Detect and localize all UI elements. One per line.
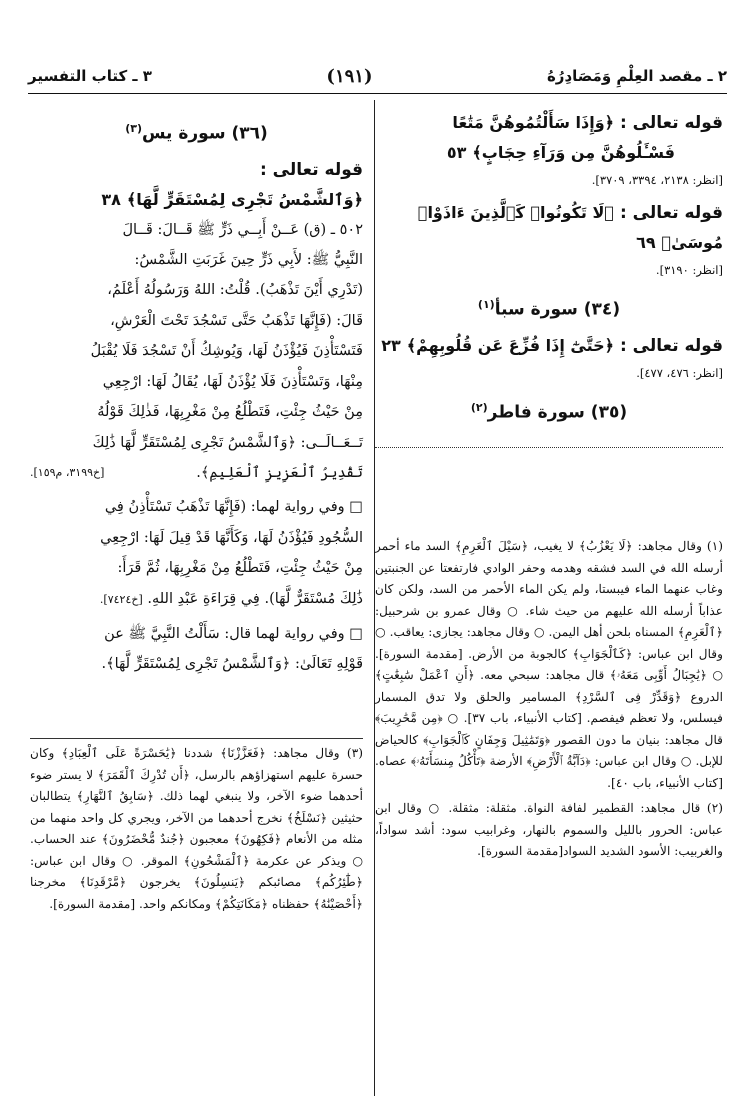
cross-reference: [انظر: ٣١٩٠]. [655, 263, 723, 277]
verse-text: ﴿وَإِذَا سَأَلْتُمُوهُنَّ مَتَٰعًا [452, 113, 615, 132]
sura-heading-saba [375, 288, 723, 327]
header-right-title: ٢ ـ مقصد العِلْمِ وَمَصَادِرُهُ [546, 67, 727, 85]
footnote-1: (١) وقال مجاهد: ﴿لَا يَعْزُبُ﴾ لا يغيب، ﴿سَيْلَ ٱلْعَرِمِ﴾ السد ماء أحمر أرسله الله في السد فشقه وهدمه وحفر الوادي فارتفعتا عن الجنبتين وغاب عنهما الماء فيبستا، ولم يكن الماء الأحمر من السد، ولكن كان عذاباً أرسله الله عليهم من حيث شاء. ○ وقال عمرو بن شرحبيل: ﴿ٱلْعَرِمِ﴾ المسناه بلحن أهل اليمن. ○ وقال مجاهد: يجازى: يعاقب. ○ وقال ابن عباس: ﴿كَٱلْجَوَابِ﴾ كالجوبة من الأرض. [مقدمة السورة]. ○ ﴿يَٰجِبَالُ أَوِّبِى مَعَهُۥ﴾ قال مجاهد: سبحي معه. ﴿أَنِ ٱعْمَلْ سَٰبِغَٰتٍ﴾ الدروع ﴿وَقَدِّرْ فِى ٱلسَّرْدِ﴾ المسامير والحلق ولا تدق المسمار فيسلس، ولا تعظم فيفصم. [كتاب الأنبياء، باب ٣٧]. ○ ﴿مِن مَّحَٰرِيبَ﴾ قال مجاهد: بنيان ما دون القصور ﴿وَتَمَٰثِيلَ وَجِفَانٍ كَٱلْجَوَابِ﴾ كالحياض للإبل. ○ وقال ابن عباس: ﴿دَآبَّةُ ٱلْأَرْضِ﴾ الأرضة ﴿تَأْكُلُ مِنسَأَتَهُۥ﴾ عصاه. [كتاب الأنبياء، باب ٤٠]. [375, 539, 724, 790]
hadith-line: مِنْهَا، وَتَسْتَأْذِنَ فَلَا يُؤْذَنُ لَهَا، يُقَالُ لَهَا: ارْجِعِي [102, 373, 363, 390]
page-number: (١٩١) [326, 65, 373, 87]
verse-text-cont: فَسْـَٔلُوهُنَّ مِن وَرَآءِ حِجَابٍ﴾ [472, 143, 675, 162]
footnote-marker: (٢) [470, 400, 488, 414]
variant-line: □ وفي رواية لهما قال: سَأَلْتُ النَّبِيَّ ﷺ عن [104, 625, 363, 642]
hadith-line: تَــعَــالَــى: ﴿وَٱلشَّمْسُ تَجْرِى لِمُسْتَقَرٍّ لَّهَا ذَٰلِكَ [92, 434, 363, 451]
footnote-marker: (١) [477, 298, 495, 311]
footnote-3: (٣) وقال مجاهد: ﴿فَعَزَّزْنَا﴾ شددنا ﴿يَٰحَسْرَةً عَلَى ٱلْعِبَادِ﴾ وكان حسرة عليهم استهزاؤهم بالرسل، ﴿أَن تُدْرِكَ ٱلْقَمَرَ﴾ لا يستر ضوء أحدهما ضوء الآخر، ولا ينبغي لهما ذلك. ﴿سَابِقُ ٱلنَّهَارِ﴾ يتطالبان حثيثين ﴿نَسْلَخُ﴾ نخرج أحدهما من الآخر، ويجري كل واحد منهما من مثله من الأنعام ﴿فَكِهُونَ﴾ معجبون ﴿جُندٌ مُّحْضَرُونَ﴾ عند الحساب. ○ ويذكر عن عكرمة ﴿ٱلْمَشْحُونِ﴾ الموقر. ○ وقال ابن عباس: ﴿طَٰٓئِرُكُم﴾ مصائبكم ﴿يَنسِلُونَ﴾ يخرجون ﴿مَّرْقَدِنَا﴾ مخرجنا ﴿أَحْصَيْنَٰهُ﴾ حفظناه ﴿مَكَانَتِكُمْ﴾ ومكانكم واحد. [مقدمة السورة]. [30, 746, 363, 911]
header-left-title: ٣ ـ كتاب التفسير [28, 67, 152, 85]
hadith-line: فَتَسْتَأْذِنَ فَيُؤْذَنُ لَهَا، وَيُوشِكُ أَنْ تَسْجُدَ فَلَا يُقْبَلُ [90, 343, 363, 360]
verse-label: قوله تعالى : [619, 113, 723, 133]
verse-number: ٢٣ [381, 335, 401, 355]
variant-line [30, 584, 363, 615]
verse-38 [30, 185, 363, 215]
cross-reference: [انظر: ٤٧٦، ٤٧٧]. [636, 365, 723, 380]
sura-title: (٣٥) سورة فاطر [487, 402, 628, 423]
variant-line: قَوْلِهِ تَعَالَىٰ: ﴿وَٱلشَّمْسُ تَجْرِى لِمُسْتَقَرٍّ لَّهَا﴾. [101, 656, 363, 673]
hadith-line: (تَدْرِي أَيْنَ تَذْهَبُ). قُلْتُ: اللهُ وَرَسُولُهُ أَعْلَمُ، [107, 282, 363, 299]
header-rule [28, 93, 727, 94]
hadith-line: مِنْ حَيْثُ جِئْتِ، فَتَطْلُعُ مِنْ مَغْرِبِهَا، فَذٰلِكَ قَوْلُهُ [97, 404, 363, 421]
cross-reference: [انظر: ٢١٣٨، ٣٣٩٤، ٣٧٠٩]. [591, 173, 723, 187]
variant-line: مِنْ حَيْثُ جِئْتِ، فَتَطْلُعُ مِنْ مَغْرِبِهَا، ثُمَّ قَرَأَ: [117, 560, 363, 577]
verse-69 [375, 198, 723, 258]
verse-text: ﴿وَٱلشَّمْسُ تَجْرِى لِمُسْتَقَرٍّ لَّهَا﴾ [126, 189, 363, 209]
sura-title: (٣٤) سورة سبأ [494, 299, 621, 320]
left-footnotes [30, 738, 363, 919]
left-column [30, 108, 363, 680]
variant-line: السُّجُودِ فَيُؤْذَنُ لَهَا، وَكَأَنَّهَا قَدْ قِيلَ لَهَا: ارْجِعِي [100, 529, 363, 546]
hadith-502 [30, 215, 363, 680]
verse-label-yasin: قوله تعالى : [259, 159, 363, 180]
verse-label: قوله تعالى : [619, 335, 723, 356]
variant-line: □ وفي رواية لهما: (فَإِنَّهَا تَذْهَبُ تَسْتَأْذِنُ فِي [104, 499, 363, 516]
verse-text: ﴿حَتَّىٰٓ إِذَا فُزِّعَ عَن قُلُوبِهِمْ﴾ [406, 335, 615, 355]
verse-number: ٣٨ [101, 189, 121, 209]
hadith-line: النَّبِيُّ ﷺ: لأَبِي ذَرٍّ حِينَ غَرَبَتِ الشَّمْسُ: [134, 252, 363, 269]
verse-53-cont [375, 138, 723, 168]
verse-label: قوله تعالى : [619, 203, 723, 223]
hadith-line: ٥٠٢ ـ (ق) عَــنْ أَبِــي ذَرٍّ ﷺ قَــالَ: قَــالَ [122, 221, 363, 238]
sura-heading-fatir [375, 391, 723, 430]
variant-line-text: ذَٰلِكَ مُسْتَقَرٌّ لَّهَا). فِي قِرَاءَةِ عَبْدِ اللهِ. [147, 590, 363, 607]
verse-23 [375, 331, 723, 361]
verse-number: ٥٣ [446, 143, 467, 162]
footnote-divider [375, 447, 723, 448]
footnote-marker: (٣) [125, 122, 142, 135]
variant-source: [خ٧٤٢٤]. [99, 592, 143, 606]
verse-number: ٦٩ [636, 233, 656, 252]
verse-53 [375, 108, 723, 138]
hadith-source: [خ٣١٩٩، م١٥٩]. [30, 465, 105, 479]
hadith-line-text: تَقْدِيرُ ٱلْعَزِيزِ ٱلْعَلِيمِ﴾. [196, 464, 363, 481]
sura-title: (٣٦) سورة يس [142, 123, 268, 144]
hadith-line: قَالَ: (فَإِنَّهَا تَذْهَبُ حَتَّى تَسْجُدَ تَحْتَ الْعَرْشِ، [110, 312, 363, 329]
footnote-2: (٢) قال مجاهد: القطمير لفافة النواة. مثقلة: مثقلة. ○ وقال ابن عباس: الحرور بالليل والسموم بالنهار، وغرابيب سود: أشد سواداً، والغربيب: الأسود الشديد السواد[مقدمة السورة]. [375, 801, 723, 858]
sura-heading-yasin [30, 112, 363, 151]
right-footnotes [375, 536, 723, 867]
right-column [375, 108, 723, 458]
running-header [28, 62, 727, 90]
hadith-line [30, 458, 363, 488]
verse-text: ﴿لَا تَكُونُوا۟ كَٱلَّذِينَ ءَاذَوْا۟ مُوسَىٰ﴾ [417, 203, 723, 252]
